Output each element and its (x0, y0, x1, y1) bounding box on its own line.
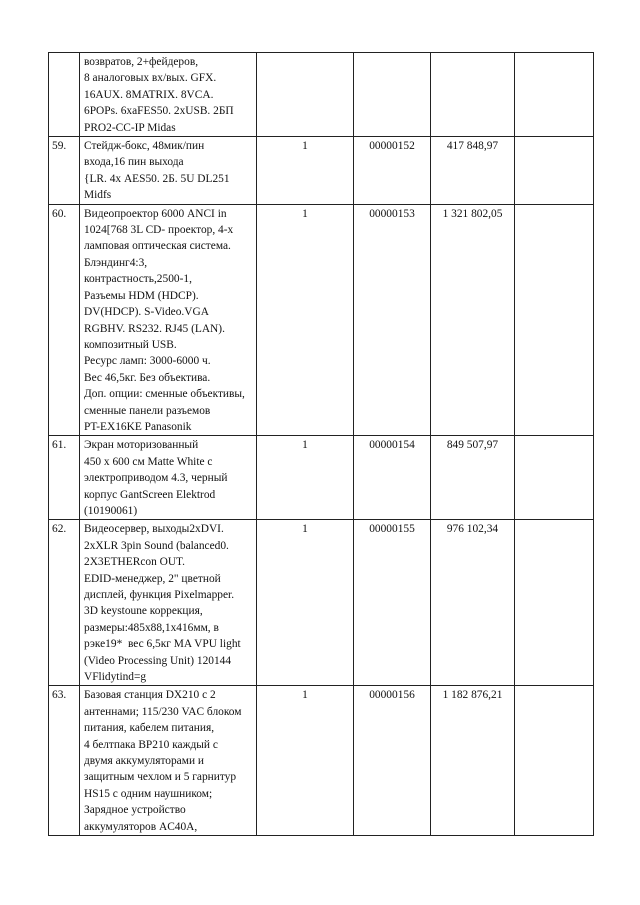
row-empty-cell (515, 436, 594, 520)
table-row (49, 436, 594, 520)
row-number (49, 53, 80, 137)
row-amount: 417 848,97 (431, 137, 515, 205)
inventory-table-body (49, 53, 594, 836)
row-amount: 1 321 802,05 (431, 204, 515, 436)
row-empty-cell (515, 686, 594, 836)
row-description: Видеопроектор 6000 ANCI in 1024[768 3L CD- проектор, 4-х ламповая оптическая система. Блэндинг4:3, контрастность,2500-1, Разъемы HDM (HDCP). DV(HDCP). S-Video.VGA RGBHV. RS232. RJ45 (LAN). композитный USB. Ресурс ламп: 3000-6000 ч. Вес 46,5кг. Без объектива. Доп. опции: сменные объективы, сменные панели разъемов PT-EX16KE Panasonik (80, 204, 257, 436)
row-empty-cell (515, 520, 594, 686)
row-number: 61. (49, 436, 80, 520)
row-inventory-code: 00000155 (354, 520, 431, 686)
row-quantity: 1 (257, 686, 354, 836)
row-number: 62. (49, 520, 80, 686)
row-amount (431, 53, 515, 137)
row-empty-cell (515, 137, 594, 205)
row-description: Экран моторизованный 450 х 600 см Matte White с электроприводом 4.3, черный корпус GantScreen Elektrod (10190061) (80, 436, 257, 520)
table-row (49, 204, 594, 436)
table-row (49, 520, 594, 686)
table-row (49, 53, 594, 137)
row-quantity: 1 (257, 204, 354, 436)
row-empty-cell (515, 204, 594, 436)
row-amount: 976 102,34 (431, 520, 515, 686)
row-empty-cell (515, 53, 594, 137)
inventory-table (48, 52, 594, 836)
row-inventory-code: 00000152 (354, 137, 431, 205)
table-row (49, 686, 594, 836)
row-quantity (257, 53, 354, 137)
row-number: 59. (49, 137, 80, 205)
row-quantity: 1 (257, 436, 354, 520)
row-amount: 1 182 876,21 (431, 686, 515, 836)
row-inventory-code: 00000153 (354, 204, 431, 436)
row-number: 63. (49, 686, 80, 836)
row-inventory-code: 00000154 (354, 436, 431, 520)
row-description: возвратов, 2+фейдеров, 8 аналоговых вх/вых. GFX. 16AUX. 8MATRIX. 8VCA. 6POPs. 6xaFES50. 2xUSB. 2БП PRO2-CC-IP Midas (80, 53, 257, 137)
row-description: Видеосервер, выходы2xDVI. 2xXLR 3pin Sound (balanced0. 2X3ETHERcon OUT. EDID-менеджер, 2" цветной дисплей, функция Pixelmapper. 3D keystoune коррекция, размеры:485x88,1x416мм, в рэке19* вес 6,5кг MA VPU light (Video Processing Unit) 120144 VFlidytind=g (80, 520, 257, 686)
row-number: 60. (49, 204, 80, 436)
row-quantity: 1 (257, 137, 354, 205)
table-row (49, 137, 594, 205)
row-quantity: 1 (257, 520, 354, 686)
row-amount: 849 507,97 (431, 436, 515, 520)
row-description: Стейдж-бокс, 48мик/пин входа,16 пин выхода {LR. 4х AES50. 2Б. 5U DL251 Midfs (80, 137, 257, 205)
row-inventory-code: 00000156 (354, 686, 431, 836)
row-description: Базовая станция DX210 с 2 антеннами; 115/230 VAC блоком питания, кабелем питания, 4 белтпака BP210 каждый с двумя аккумуляторами и защитным чехлом и 5 гарнитур HS15 с одним наушником; Зарядное устройство аккумуляторов AC40A, (80, 686, 257, 836)
row-inventory-code (354, 53, 431, 137)
